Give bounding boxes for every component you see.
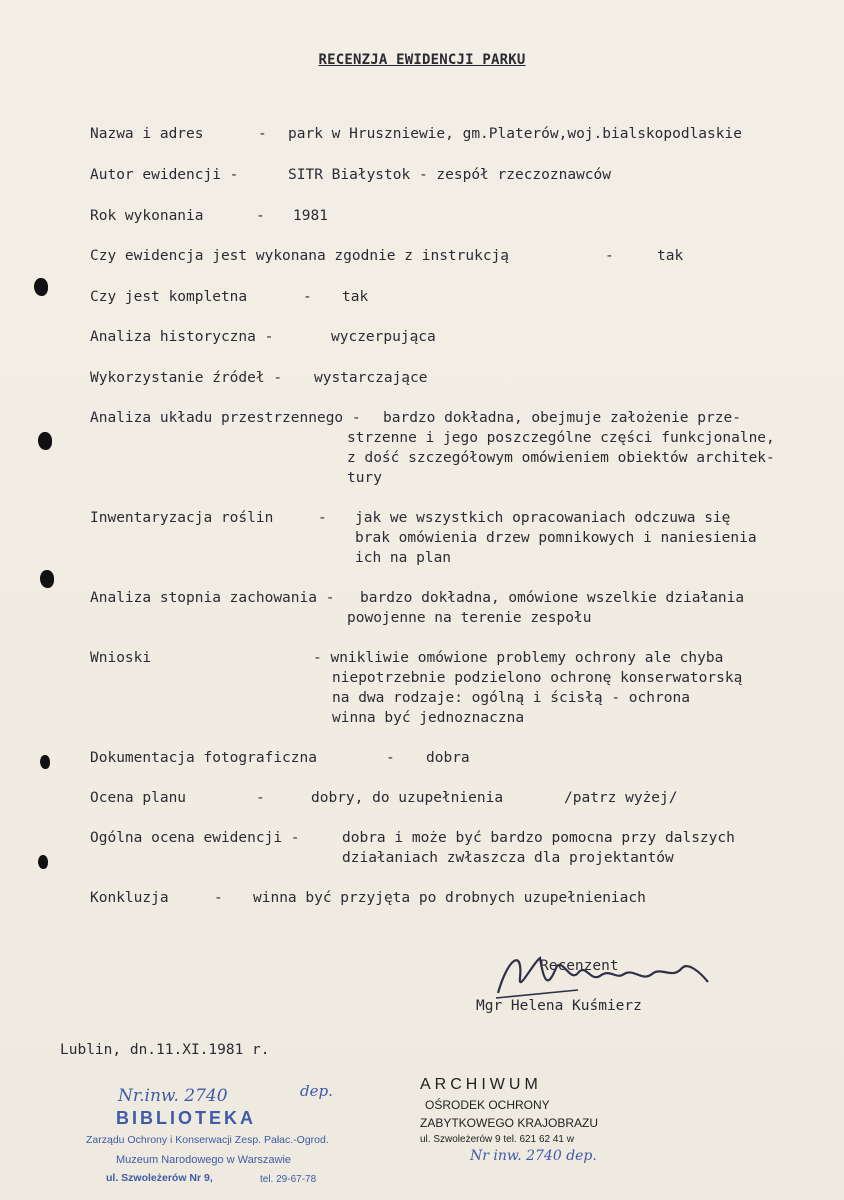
field-value-spatial-line: z dość szczegółowym omówieniem obiektów architek- (347, 450, 775, 466)
field-value-complete: tak (342, 289, 369, 305)
archive-stamp-title: ARCHIWUM (420, 1076, 542, 1093)
field-label-year: Rok wykonania (90, 208, 204, 224)
punch-hole (34, 278, 48, 296)
library-stamp-line: Zarządu Ochrony i Konserwacji Zesp. Pałac.-Ogrod. (86, 1134, 329, 1146)
archive-stamp-line: OŚRODEK OCHRONY (425, 1098, 550, 1112)
archive-stamp-line: ZABYTKOWEGO KRAJOBRAZU (420, 1116, 599, 1130)
field-value-sources: wystarczające (314, 370, 428, 386)
field-label-sources: Wykorzystanie źródeł - (90, 370, 283, 386)
dash: - (256, 208, 265, 224)
field-label-instruction: Czy ewidencja jest wykonana zgodnie z instrukcją (90, 248, 510, 264)
dep-handwritten: dep. (300, 1082, 333, 1100)
punch-hole (38, 855, 48, 869)
field-value-conclusions-line: niepotrzebnie podzielono ochronę konserwatorską (332, 670, 743, 686)
library-stamp-address: ul. Szwoleżerów Nr 9, (106, 1172, 213, 1184)
field-label-conclusions: Wnioski (90, 650, 152, 666)
field-value-history: wyczerpująca (331, 329, 436, 345)
field-value-preservation-line: bardzo dokładna, omówione wszelkie działania (360, 590, 745, 606)
field-value-plan: dobry, do uzupełnienia (311, 790, 504, 806)
field-label-plan: Ocena planu (90, 790, 187, 806)
field-value-plants-line: ich na plan (355, 550, 452, 566)
field-label-name: Nazwa i adres (90, 126, 204, 142)
dash: - (386, 750, 395, 766)
field-label-history: Analiza historyczna - (90, 329, 274, 345)
field-label-author: Autor ewidencji - (90, 167, 239, 183)
reviewer-role: Recenzent (540, 958, 619, 974)
field-value-plants-line: brak omówienia drzew pomnikowych i naniesienia (355, 530, 757, 546)
field-value-overall-line: dobra i może być bardzo pomocna przy dalszych (342, 830, 735, 846)
field-label-preservation: Analiza stopnia zachowania - (90, 590, 335, 606)
field-value-photo: dobra (426, 750, 470, 766)
field-label-overall: Ogólna ocena ewidencji - (90, 830, 300, 846)
inventory-number-handwritten: Nr.inw. 2740 (118, 1086, 228, 1106)
dash: - (303, 289, 312, 305)
field-value-conclusions-line: winna być jednoznaczna (332, 710, 525, 726)
field-value-spatial-line: bardzo dokładna, obejmuje założenie prze- (383, 410, 741, 426)
field-label-complete: Czy jest kompletna (90, 289, 248, 305)
field-value-spatial-line: strzenne i jego poszczególne części funkcjonalne, (347, 430, 775, 446)
field-value-plants-line: jak we wszystkich opracowaniach odczuwa się (355, 510, 731, 526)
document-title: RECENZJA EWIDENCJI PARKU (318, 52, 526, 68)
library-stamp-line: Muzeum Narodowego w Warszawie (116, 1154, 292, 1166)
field-value-plan-note: /patrz wyżej/ (564, 790, 678, 806)
dash: - (214, 890, 223, 906)
library-stamp-title: BIBLIOTEKA (116, 1108, 256, 1128)
field-value-name: park w Hruszniewie, gm.Platerów,woj.bialskopodlaskie (288, 126, 742, 142)
field-value-conclusions-line: na dwa rodzaje: ogólną i ścisłą - ochrona (332, 690, 690, 706)
punch-hole (38, 432, 52, 450)
punch-hole (40, 755, 50, 769)
field-value-conclusions-line: - wnikliwie omówione problemy ochrony ale chyba (313, 650, 724, 666)
dash: - (258, 126, 267, 142)
dash: - (256, 790, 265, 806)
field-value-year: 1981 (293, 208, 328, 224)
place-date: Lublin, dn.11.XI.1981 r. (60, 1042, 270, 1058)
field-label-spatial: Analiza układu przestrzennego - (90, 410, 361, 426)
field-value-conclusion: winna być przyjęta po drobnych uzupełnieniach (253, 890, 646, 906)
field-value-spatial-line: tury (347, 470, 382, 486)
punch-hole (40, 570, 54, 588)
field-value-preservation-line: powojenne na terenie zespołu (347, 610, 592, 626)
reviewer-name: Mgr Helena Kuśmierz (476, 998, 642, 1014)
field-label-photo: Dokumentacja fotograficzna (90, 750, 317, 766)
dash: - (318, 510, 327, 526)
field-value-author: SITR Białystok - zespół rzeczoznawców (288, 167, 612, 183)
field-value-instruction: tak (657, 248, 684, 264)
field-label-conclusion: Konkluzja (90, 890, 169, 906)
dash: - (605, 248, 614, 264)
archive-inventory-handwritten: Nr inw. 2740 dep. (470, 1148, 597, 1164)
archive-stamp-address: ul. Szwoleżerów 9 tel. 621 62 41 w (420, 1134, 574, 1145)
field-label-plants: Inwentaryzacja roślin (90, 510, 274, 526)
library-stamp-phone: tel. 29-67-78 (260, 1174, 317, 1185)
field-value-overall-line: działaniach zwłaszcza dla projektantów (342, 850, 674, 866)
